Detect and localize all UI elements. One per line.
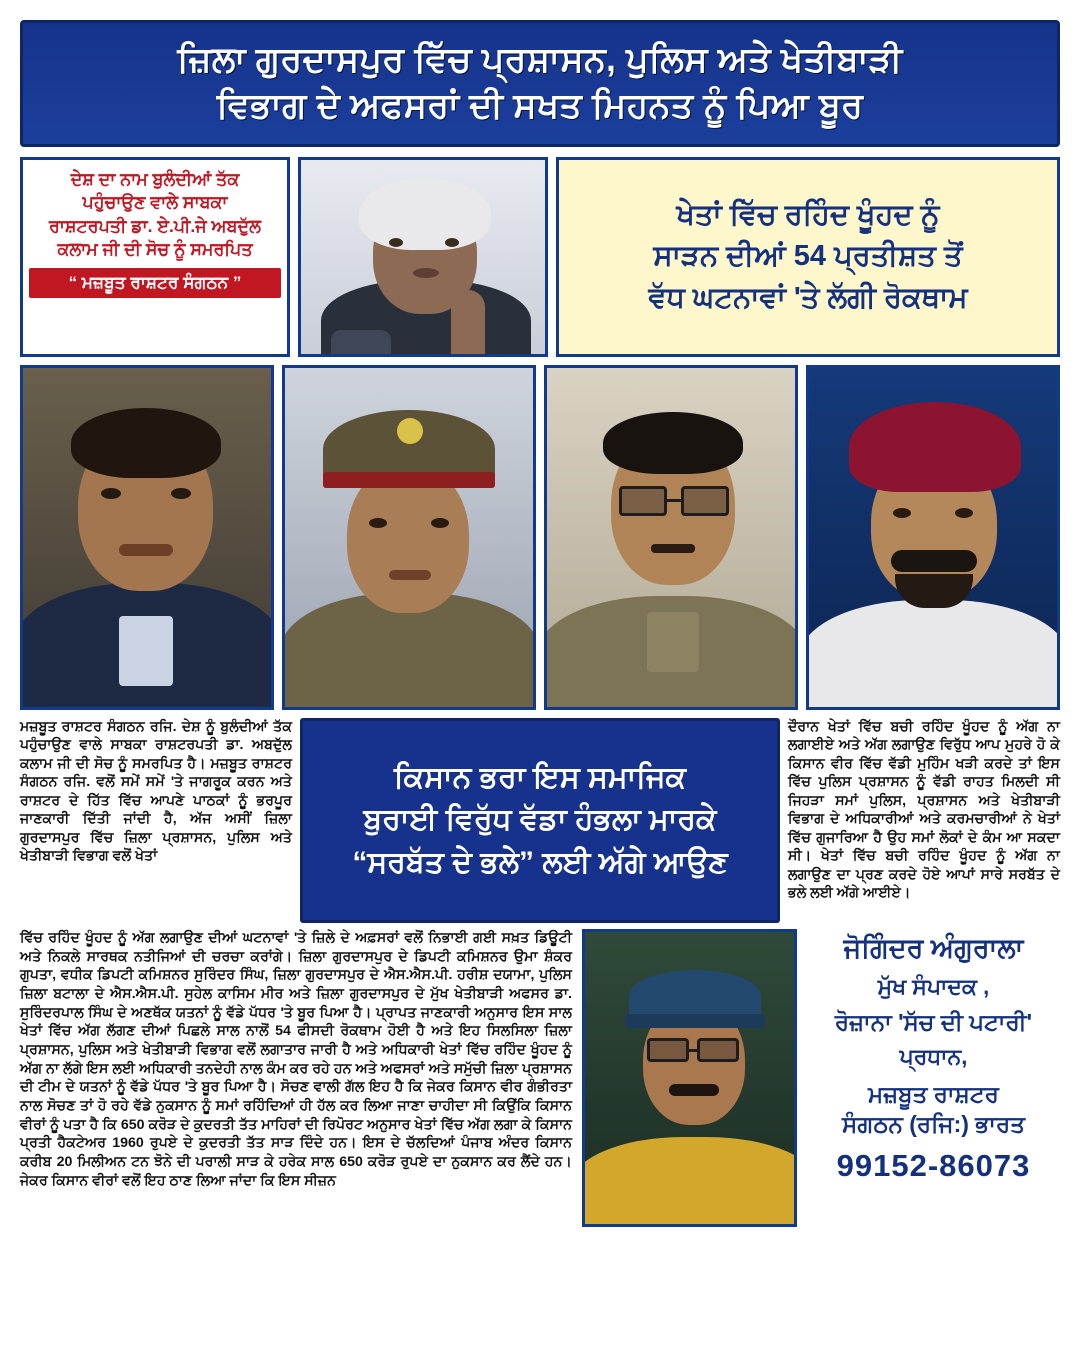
editor-role: ਪ੍ਰਧਾਨ, bbox=[899, 1044, 968, 1070]
article-upper-row bbox=[20, 718, 1060, 923]
article-lower-row bbox=[20, 929, 1060, 1227]
kalam-photo bbox=[298, 157, 548, 357]
officer-photo-1 bbox=[20, 365, 274, 710]
yellow-statistic-banner bbox=[556, 157, 1060, 357]
editor-name: ਜੋਗਿੰਦਰ ਅੰਗੁਰਾਲਾ bbox=[843, 933, 1024, 963]
article-left-column: ਮਜ਼ਬੂਤ ਰਾਸ਼ਟਰ ਸੰਗਠਨ ਰਜਿ. ਦੇਸ਼ ਨੂੰ ਬੁਲੰਦੀਆਂ ਤੱਕ ਪਹੁੰਚਾਉਣ ਵਾਲੇ ਸਾਬਕਾ ਰਾਸ਼ਟਰਪਤੀ ਡਾ. ਅਬਦੁੱਲ ਕਲਾਮ ਜੀ ਦੀ ਸੋਚ ਨੂੰ ਸਮਰਪਿਤ ਹੈ। ਮਜ਼ਬੂਤ ਰਾਸ਼ਟਰ ਸੰਗਠਨ ਰਜਿ. ਵਲੋਂ ਸਮੇਂ ਸਮੇਂ 'ਤੇ ਜਾਗਰੂਕ ਕਰਨ ਅਤੇ ਰਾਸ਼ਟਰ ਦੇ ਹਿੱਤ ਵਿੱਚ ਆਪਣੇ ਪਾਠਕਾਂ ਨੂੰ ਭਰਪੂਰ ਜਾਣਕਾਰੀ ਦਿੱਤੀ ਜਾਂਦੀ ਹੈ, ਅੱਜ ਅਸੀਂ ਜ਼ਿਲਾ ਗੁਰਦਾਸਪੁਰ ਵਿੱਚ ਜ਼ਿਲਾ ਪ੍ਰਸ਼ਾਸਨ, ਪੁਲਿਸ ਅਤੇ ਖੇਤੀਬਾੜੀ ਵਿਭਾਗ ਵਲੋਂ ਖੇਤਾਂ bbox=[20, 719, 292, 865]
headline-line-1: ਜ਼ਿਲਾ ਗੁਰਦਾਸਪੁਰ ਵਿੱਚ ਪ੍ਰਸ਼ਾਸਨ, ਪੁਲਿਸ ਅਤੇ ਖੇਤੀਬਾੜੀ bbox=[177, 40, 903, 79]
top-strip bbox=[20, 157, 1060, 357]
center-appeal-banner bbox=[300, 718, 780, 923]
editor-photo bbox=[582, 929, 797, 1227]
article-right-column: ਦੌਰਾਨ ਖੇਤਾਂ ਵਿੱਚ ਬਚੀ ਰਹਿੰਦ ਖੂੰਹਦ ਨੂੰ ਅੱਗ ਨਾ ਲਗਾਈਏ ਅਤੇ ਅੱਗ ਲਗਾਉਣ ਵਿਰੁੱਧ ਆਪ ਮੁਹਰੇ ਹੋ ਕੇ ਕਿਸਾਨ ਵੀਰ ਵਿੱਚ ਵੱਡੀ ਮੁਹਿੰਮ ਖੜੀ ਕਰਦੇ ਤਾਂ ਇਸ ਵਿੱਚ ਪੁਲਿਸ ਪ੍ਰਸ਼ਾਸਨ ਨੂੰ ਵੱਡੀ ਰਾਹਤ ਮਿਲਦੀ ਸੀ ਜਿਹੜਾ ਸਮਾਂ ਪੁਲਿਸ, ਪ੍ਰਸ਼ਾਸਨ ਅਤੇ ਖੇਤੀਬਾੜੀ ਵਿਭਾਗ ਦੇ ਅਧਿਕਾਰੀਆਂ ਅਤੇ ਕਰਮਚਾਰੀਆਂ ਨੇ ਖੇਤਾਂ ਵਿੱਚ ਗੁਜਾਰਿਆ ਹੈ ਉਹ ਸਮਾਂ ਲੋਕਾਂ ਦੇ ਕੰਮ ਆ ਸਕਦਾ ਸੀ। ਖੇਤਾਂ ਵਿੱਚ ਬਚੀ ਰਹਿੰਦ ਖੂੰਹਦ ਨੂੰ ਅੱਗ ਨਾ ਲਗਾਉਣ ਦਾ ਪ੍ਰਣ ਕਰਦੇ ਹੋਏ ਆਪਾਂ ਸਾਰੇ ਸਰਬੱਤ ਦੇ ਭਲੇ ਲਈ ਅੱਗੇ ਆਈਏ। bbox=[788, 719, 1060, 902]
editor-credit-block bbox=[807, 929, 1060, 1227]
officer-photo-4 bbox=[806, 365, 1060, 710]
editor-publication: ਰੋਜ਼ਾਨਾ 'ਸੱਚ ਦੀ ਪਟਾਰੀ' bbox=[834, 1009, 1033, 1036]
yellow-line-3: ਵੱਧ ਘਟਨਾਵਾਂ 'ਤੇ ਲੱਗੀ ਰੋਕਥਾਮ bbox=[648, 281, 968, 314]
center-line-3: “ਸਰਬੱਤ ਦੇ ਭਲੇ” ਲਈ ਅੱਗੇ ਆਉਣ bbox=[352, 845, 728, 879]
officer-photo-2 bbox=[282, 365, 536, 710]
kalam-tribute-line-1: ਦੇਸ਼ ਦਾ ਨਾਮ ਬੁਲੰਦੀਆਂ ਤੱਕ bbox=[70, 169, 240, 189]
yellow-line-1: ਖੇਤਾਂ ਵਿੱਚ ਰਹਿੰਦ ਖੂੰਹਦ ਨੂੰ bbox=[676, 199, 940, 232]
yellow-line-2: ਸਾੜਨ ਦੀਆਂ 54 ਪ੍ਰਤੀਸ਼ਤ ਤੋਂ bbox=[653, 240, 963, 273]
kalam-tribute-box bbox=[20, 157, 290, 357]
headline-banner bbox=[20, 20, 1060, 147]
kalam-tribute-line-3: ਰਾਸ਼ਟਰਪਤੀ ਡਾ. ਏ.ਪੀ.ਜੇ ਅਬਦੁੱਲ bbox=[49, 215, 261, 236]
center-line-2: ਬੁਰਾਈ ਵਿਰੁੱਧ ਵੱਡਾ ਹੰਭਲਾ ਮਾਰਕੇ bbox=[363, 803, 717, 837]
kalam-tribute-line-4: ਕਲਾਮ ਜੀ ਦੀ ਸੋਚ ਨੂੰ ਸਮਰਪਿਤ bbox=[57, 239, 253, 260]
editor-designation: ਮੁੱਖ ਸੰਪਾਦਕ , bbox=[877, 973, 990, 999]
editor-org-line-2: ਸੰਗਠਨ (ਰਜਿ:) ਭਾਰਤ bbox=[842, 1110, 1025, 1137]
article-lower-text: ਵਿੱਚ ਰਹਿੰਦ ਖੂੰਹਦ ਨੂੰ ਅੱਗ ਲਗਾਉਣ ਦੀਆਂ ਘਟਨਾਵਾਂ 'ਤੇ ਜ਼ਿਲੇ ਦੇ ਅਫ਼ਸਰਾਂ ਵਲੋਂ ਨਿਭਾਈ ਗਈ ਸਖ਼ਤ ਡਿਊਟੀ ਅਤੇ ਨਿਕਲੇ ਸਾਰਥਕ ਨਤੀਜਿਆਂ ਦੀ ਚਰਚਾ ਕਰਾਂਗੇ। ਜ਼ਿਲਾ ਗੁਰਦਾਸਪੁਰ ਦੇ ਡਿਪਟੀ ਕਮਿਸ਼ਨਰ ਉਮਾ ਸ਼ੰਕਰ ਗੁਪਤਾ, ਵਧੀਕ ਡਿਪਟੀ ਕਮਿਸ਼ਨਰ ਸੁਰਿੰਦਰ ਸਿੰਘ, ਜ਼ਿਲਾ ਗੁਰਦਾਸਪੁਰ ਦੇ ਐਸ.ਐਸ.ਪੀ. ਹਰੀਸ਼ ਦਯਾਮਾ, ਪੁਲਿਸ ਜ਼ਿਲਾ ਬਟਾਲਾ ਦੇ ਐਸ.ਐਸ.ਪੀ. ਸੁਹੇਲ ਕਾਸਿਮ ਮੀਰ ਅਤੇ ਜ਼ਿਲਾ ਗੁਰਦਾਸਪੁਰ ਦੇ ਮੁੱਖ ਖੇਤੀਬਾੜੀ ਅਫਸਰ ਡਾ. ਸੁਰਿੰਦਰਪਾਲ ਸਿੰਘ ਦੇ ਅਣਥੱਕ ਯਤਨਾਂ ਨੂੰ ਵੱਡੇ ਪੱਧਰ 'ਤੇ ਬੂਰ ਪਿਆ ਹੈ। ਪ੍ਰਾਪਤ ਜਾਣਕਾਰੀ ਅਨੁਸਾਰ ਇਸ ਸਾਲ ਖੇਤਾਂ ਵਿੱਚ ਅੱਗ ਲੱਗਣ ਦੀਆਂ ਪਿਛਲੇ ਸਾਲ ਨਾਲੋਂ 54 ਫੀਸਦੀ ਰੋਕਥਾਮ ਹੋਈ ਹੈ ਅਤੇ ਇਹ ਸਿਲਸਿਲਾ ਜ਼ਿਲਾ ਪ੍ਰਸ਼ਾਸਨ, ਪੁਲਿਸ ਅਤੇ ਖੇਤੀਬਾੜੀ ਵਿਭਾਗ ਵਲੋਂ ਲਗਾਤਾਰ ਜਾਰੀ ਹੈ ਅਤੇ ਅਧਿਕਾਰੀ ਖੇਤਾਂ ਵਿੱਚ ਰਹਿੰਦ ਖੂੰਹਦ ਨੂੰ ਅੱਗ ਨਾ ਲੱਗੇ ਇਸ ਲਈ ਅਧਿਕਾਰੀ ਤਨਦੇਹੀ ਨਾਲ ਕੰਮ ਕਰ ਰਹੇ ਹਨ ਅਤੇ ਅਫਸਰਾਂ ਅਤੇ ਸਮੁੱਚੀ ਜ਼ਿਲਾ ਪ੍ਰਸ਼ਾਸਨ ਦੀ ਟੀਮ ਦੇ ਯਤਨਾਂ ਨੂੰ ਵੱਡੇ ਪੱਧਰ 'ਤੇ ਬੂਰ ਪਿਆ ਹੈ। ਸੋਚਣ ਵਾਲੀ ਗੱਲ ਇਹ ਹੈ ਕਿ ਜੇਕਰ ਕਿਸਾਨ ਵੀਰ ਗੰਭੀਰਤਾ ਨਾਲ ਸੋਚਣ ਤਾਂ ਹੋ ਰਹੇ ਵੱਡੇ ਨੁਕਸਾਨ ਨੂੰ ਸਮਾਂ ਰਹਿੰਦਿਆਂ ਹੀ ਹੱਲ ਕਰ ਲਿਆ ਜਾਣਾ ਚਾਹੀਦਾ ਸੀ ਕਿਉਂਕਿ ਕਿਸਾਨ ਵੀਰਾਂ ਨੂੰ ਪਤਾ ਹੈ ਕਿ 650 ਕਰੋੜ ਦੇ ਕੁਦਰਤੀ ਤੱਤ ਮਾਹਿਰਾਂ ਦੀ ਰਿਪੋਰਟ ਅਨੁਸਾਰ ਖੇਤਾਂ ਵਿੱਚ ਅੱਗ ਲਗਾ ਕੇ ਕਿਸਾਨ ਪ੍ਰਤੀ ਹੈਕਟੇਅਰ 1960 ਰੁਪਏ ਦੇ ਕੁਦਰਤੀ ਤੱਤ ਸਾੜ ਦਿੰਦੇ ਹਨ। ਇਸ ਦੇ ਚੱਲਦਿਆਂ ਪੰਜਾਬ ਅੰਦਰ ਕਿਸਾਨ ਕਰੀਬ 20 ਮਿਲੀਅਨ ਟਨ ਝੋਨੇ ਦੀ ਪਰਾਲੀ ਸਾੜ ਕੇ ਹਰੇਕ ਸਾਲ 650 ਕਰੋੜ ਰੁਪਏ ਦਾ ਨੁਕਸਾਨ ਕਰ ਲੈਂਦੇ ਹਨ। ਜੇਕਰ ਕਿਸਾਨ ਵੀਰਾਂ ਵਲੋਂ ਇਹ ਠਾਣ ਲਿਆ ਜਾਂਦਾ ਕਿ ਇਸ ਸੀਜ਼ਨ bbox=[20, 930, 572, 1189]
officer-photo-3 bbox=[544, 365, 798, 710]
editor-org-line-1: ਮਜ਼ਬੂਤ ਰਾਸ਼ਟਰ bbox=[868, 1080, 999, 1107]
officer-photo-row bbox=[20, 365, 1060, 710]
kalam-tribute-line-2: ਪਹੁੰਚਾਉਣ ਵਾਲੇ ਸਾਬਕਾ bbox=[82, 192, 228, 213]
organization-banner: “ ਮਜ਼ਬੂਤ ਰਾਸ਼ਟਰ ਸੰਗਠਨ ” bbox=[29, 268, 281, 298]
headline-line-2: ਵਿਭਾਗ ਦੇ ਅਫਸਰਾਂ ਦੀ ਸਖਤ ਮਿਹਨਤ ਨੂੰ ਪਿਆ ਬੂਰ bbox=[216, 85, 864, 125]
center-line-1: ਕਿਸਾਨ ਭਰਾ ਇਸ ਸਮਾਜਿਕ bbox=[393, 760, 687, 794]
editor-phone[interactable]: 99152-86073 bbox=[836, 1147, 1031, 1183]
